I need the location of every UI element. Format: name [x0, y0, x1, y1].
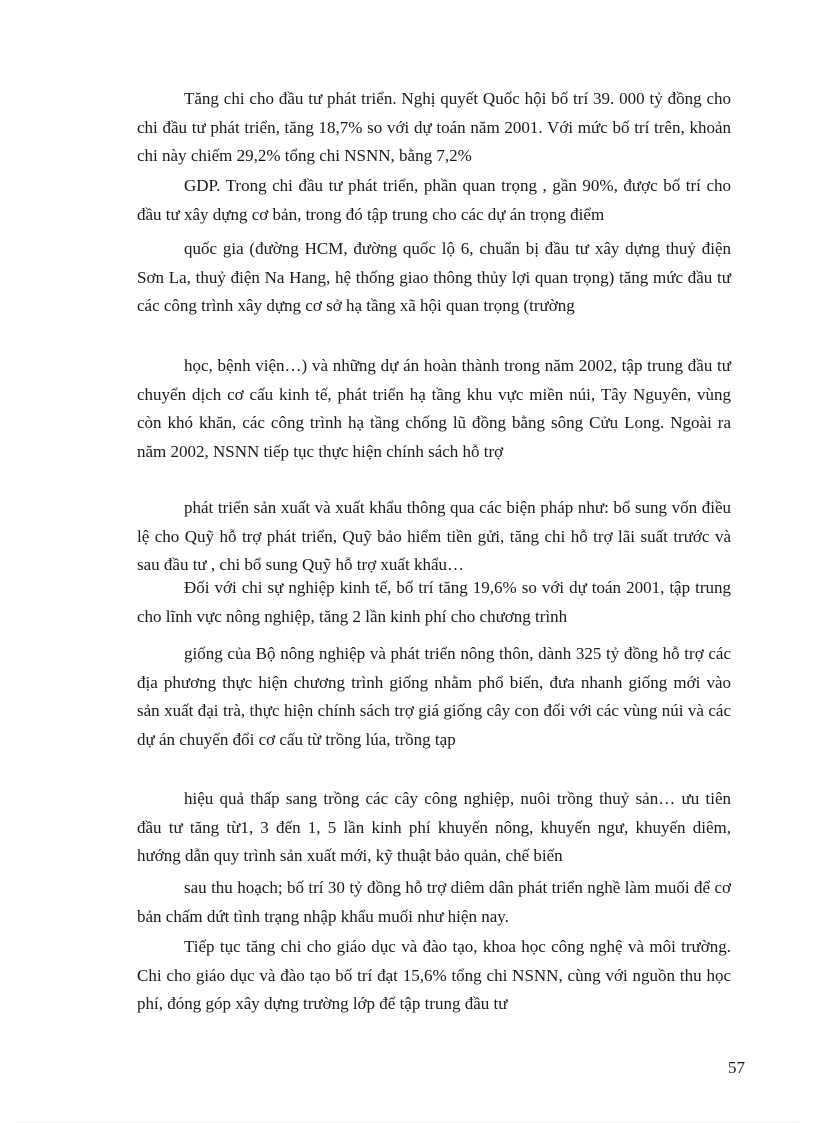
page-number: 57: [728, 1058, 745, 1077]
paragraph-education-spending: Tiếp tục tăng chi cho giáo dục và đào tạo, khoa học công nghệ và môi trường. Chi cho giáo dục và đào tạo bố trí đạt 15,6% tổng chi NSNN, cùng với nguồn thu học phí, đóng góp xây dựng trường lớp để tập trung đầu tư: [137, 937, 731, 1013]
paragraph-development-investment: Tăng chi cho đầu tư phát triển. Nghị quyết Quốc hội bố trí 39. 000 tỷ đồng cho chi đầu tư phát triển, tăng 18,7% so với dự toán năm 2001. Với mức bố trí trên, khoản chi này chiếm 29,2% tổng chi NSNN, bằng 7,2%: [137, 89, 731, 165]
paragraph-schools-hospitals: học, bệnh viện…) và những dự án hoàn thành trong năm 2002, tập trung đầu tư chuyển dịch cơ cấu kinh tế, phát triển hạ tầng khu vực miền núi, Tây Nguyên, vùng còn khó khăn, các công trình hạ tầng chống lũ đồng bằng sông Cửu Long. Ngoài ra năm 2002, NSNN tiếp tục thực hiện chính sách hỗ trợ: [137, 356, 731, 461]
paragraph-capital-construction: GDP. Trong chi đầu tư phát triển, phần quan trọng , gần 90%, được bố trí cho đầu tư xây dựng cơ bản, trong đó tập trung cho các dự án trọng điểm: [137, 176, 731, 224]
paragraph-seed-program: giống của Bộ nông nghiệp và phát triển nông thôn, dành 325 tỷ đồng hỗ trợ các địa phương thực hiện chương trình giống nhằm phổ biến, đưa nhanh giống mới vào sản xuất đại trà, thực hiện chính sách trợ giá giống cây con đối với các vùng núi và các dự án chuyển đổi cơ cấu từ trồng lúa, trồng tạp: [137, 644, 731, 749]
paragraph-export-support: phát triển sản xuất và xuất khẩu thông qua các biện pháp như: bổ sung vốn điều lệ cho Quỹ hỗ trợ phát triển, Quỹ bảo hiểm tiền gửi, tăng chi hỗ trợ lãi suất trước và sau đầu tư , chi bổ sung Quỹ hỗ trợ xuất khẩu…: [137, 498, 731, 574]
paragraph-salt-production: sau thu hoạch; bố trí 30 tỷ đồng hỗ trợ diêm dân phát triển nghề làm muối để cơ bản chấm dứt tình trạng nhập khẩu muối như hiện nay.: [137, 878, 731, 926]
paragraph-agriculture-extension: hiệu quả thấp sang trồng các cây công nghiệp, nuôi trồng thuỷ sản… ưu tiên đầu tư tăng từ1, 3 đến 1, 5 lần kinh phí khuyến nông, khuyến ngư, khuyến diêm, hướng dẫn quy trình sản xuất mới, kỹ thuật bảo quản, chế biến: [137, 789, 731, 865]
paragraph-national-projects: quốc gia (đường HCM, đường quốc lộ 6, chuẩn bị đầu tư xây dựng thuỷ điện Sơn La, thuỷ điện Na Hang, hệ thống giao thông thủy lợi quan trọng) tăng mức đầu tư các công trình xây dựng cơ sở hạ tầng xã hội quan trọng (trường: [137, 239, 731, 315]
paragraph-economic-spending: Đối với chi sự nghiệp kinh tế, bố trí tăng 19,6% so với dự toán 2001, tập trung cho lĩnh vực nông nghiệp, tăng 2 lần kinh phí cho chương trình: [137, 578, 731, 626]
page-bottom-rule: [18, 1121, 798, 1122]
